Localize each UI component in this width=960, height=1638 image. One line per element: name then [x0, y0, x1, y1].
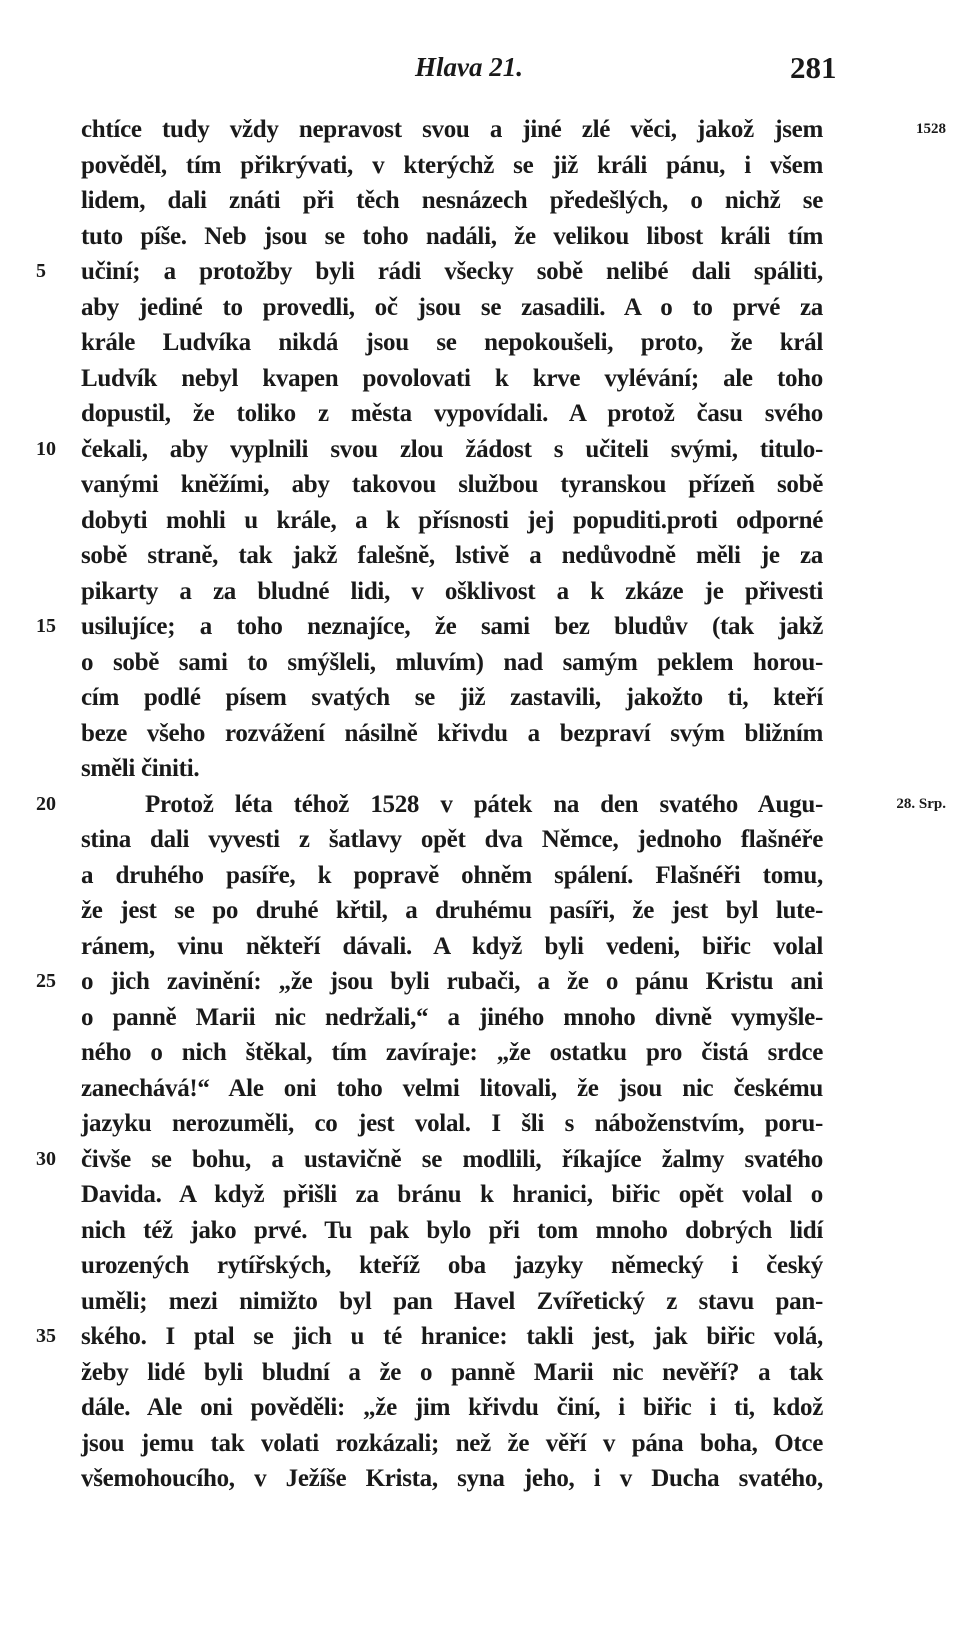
line-number-15: 15: [36, 615, 56, 637]
text-line: dále. Ale oni pověděli: „že jim křivdu činí, i biřic i ti, kdož: [81, 1394, 823, 1421]
text-line: sobě straně, tak jakž falešně, lstivě a nedůvodně měli je za: [81, 542, 823, 569]
text-line: vanými kněžími, aby takovou službou tyranskou přízeň sobě: [81, 471, 823, 498]
text-line: usilujíce; a toho neznajíce, že sami bez bludův (tak jakž: [81, 613, 823, 640]
text-line: zanechává!“ Ale oni toho velmi litovali, že jsou nic českému: [81, 1074, 823, 1102]
line-number-30: 30: [36, 1147, 56, 1170]
text-line: že jest se po druhé křtil, a druhému pasíři, že jest byl lute-: [81, 897, 823, 924]
text-line: pověděl, tím přikrývati, v kterýchž se již králi pánu, i všem: [81, 151, 823, 179]
text-line: pikarty a za bludné lidi, v ošklivost a k zkáze je přivesti: [81, 577, 823, 605]
text-line: čivše se bohu, a ustavičně se modlili, říkajíce žalmy svatého: [81, 1145, 823, 1173]
line-number-35: 35: [36, 1325, 56, 1347]
text-line: chtíce tudy vždy nepravost svou a jiné zlé věci, jakož jsem: [81, 116, 823, 143]
text-line: ného o nich štěkal, tím zavíraje: „že ostatku pro čistá srdce: [81, 1039, 823, 1066]
text-line: jsou jemu tak volati rozkázali; než že věří v pána boha, Otce: [81, 1429, 823, 1457]
text-line: žeby lidé byli bludní a že o panně Marii nic nevěří? a tak: [81, 1358, 823, 1386]
text-line: o jich zavinění: „že jsou byli rubači, a že o pánu Kristu ani: [81, 968, 823, 995]
text-line: o sobě sami to smýšleli, mluvím) nad samým peklem horou-: [81, 648, 823, 676]
text-line: o panně Marii nic nedržali,“ a jiného mnoho divně vymyšle-: [81, 1003, 823, 1031]
line-number-5: 5: [36, 260, 46, 282]
text-line: a druhého pasíře, k popravě ohněm spálení. Flašnéři tomu,: [81, 861, 823, 889]
text-line: Davida. A když přišli za bránu k hranici, biřic opět volal o: [81, 1181, 823, 1208]
line-number-10: 10: [36, 437, 56, 460]
text-line: lidem, dali znáti při těch nesnázech předešlých, o nichž se: [81, 187, 823, 214]
text-line: beze všeho rozvážení násilně křivdu a bezpraví svým bližním: [81, 719, 823, 747]
running-head-chapter: Hlava 21.: [415, 52, 523, 82]
text-line: tuto píše. Neb jsou se toho nadáli, že velikou libost králi tím: [81, 222, 823, 250]
paragraph-start-line: Protož léta téhož 1528 v pátek na den svatého Augu-: [145, 790, 823, 818]
text-line: dobyti mohli u krále, a k přísnosti jej popuditi.proti odporné: [81, 506, 823, 534]
text-line: nich též jako prvé. Tu pak bylo při tom mnoho dobrých lidí: [81, 1216, 823, 1244]
text-line: aby jediné to provedli, oč jsou se zasadili. A o to prvé za: [81, 293, 823, 321]
page-number: 281: [790, 50, 837, 85]
margin-note-year: 1528: [916, 121, 946, 137]
paragraph-end-line: směli činiti.: [81, 755, 200, 782]
text-line: ránem, vinu někteří dávali. A když byli vedeni, biřic volal: [81, 932, 823, 960]
text-line: dopustil, že toliko z města vypovídali. A protož času svého: [81, 400, 823, 427]
text-line: krále Ludvíka nikdá jsou se nepokoušeli, proto, že král: [81, 329, 823, 356]
text-line: jazyku nerozuměli, co jest volal. I šli s náboženstvím, poru-: [81, 1110, 823, 1137]
text-line: stina dali vyvesti z šatlavy opět dva Němce, jednoho flašnéře: [81, 826, 823, 853]
text-line: učiní; a protožby byli rádi všecky sobě nelibé dali spáliti,: [81, 258, 823, 285]
line-number-25: 25: [36, 970, 56, 992]
text-line: Ludvík nebyl kvapen povolovati k krve vylévání; ale toho: [81, 364, 823, 392]
line-number-20: 20: [36, 792, 56, 815]
text-line: ského. I ptal se jich u té hranice: takli jest, jak biřic volá,: [81, 1323, 823, 1350]
margin-note-date: 28. Srp.: [896, 795, 946, 812]
text-line: uměli; mezi nimižto byl pan Havel Zvířetický z stavu pan-: [81, 1287, 823, 1315]
text-line: všemohoucího, v Ježíše Krista, syna jeho, i v Ducha svatého,: [81, 1465, 823, 1492]
text-line: čekali, aby vyplnili svou zlou žádost s učiteli svými, titulo-: [81, 435, 823, 463]
text-line: cím podlé písem svatých se již zastavili, jakožto ti, kteří: [81, 684, 823, 711]
body-text: [81, 112, 823, 1497]
text-line: urozených rytířských, kteříž oba jazyky německý i český: [81, 1252, 823, 1279]
